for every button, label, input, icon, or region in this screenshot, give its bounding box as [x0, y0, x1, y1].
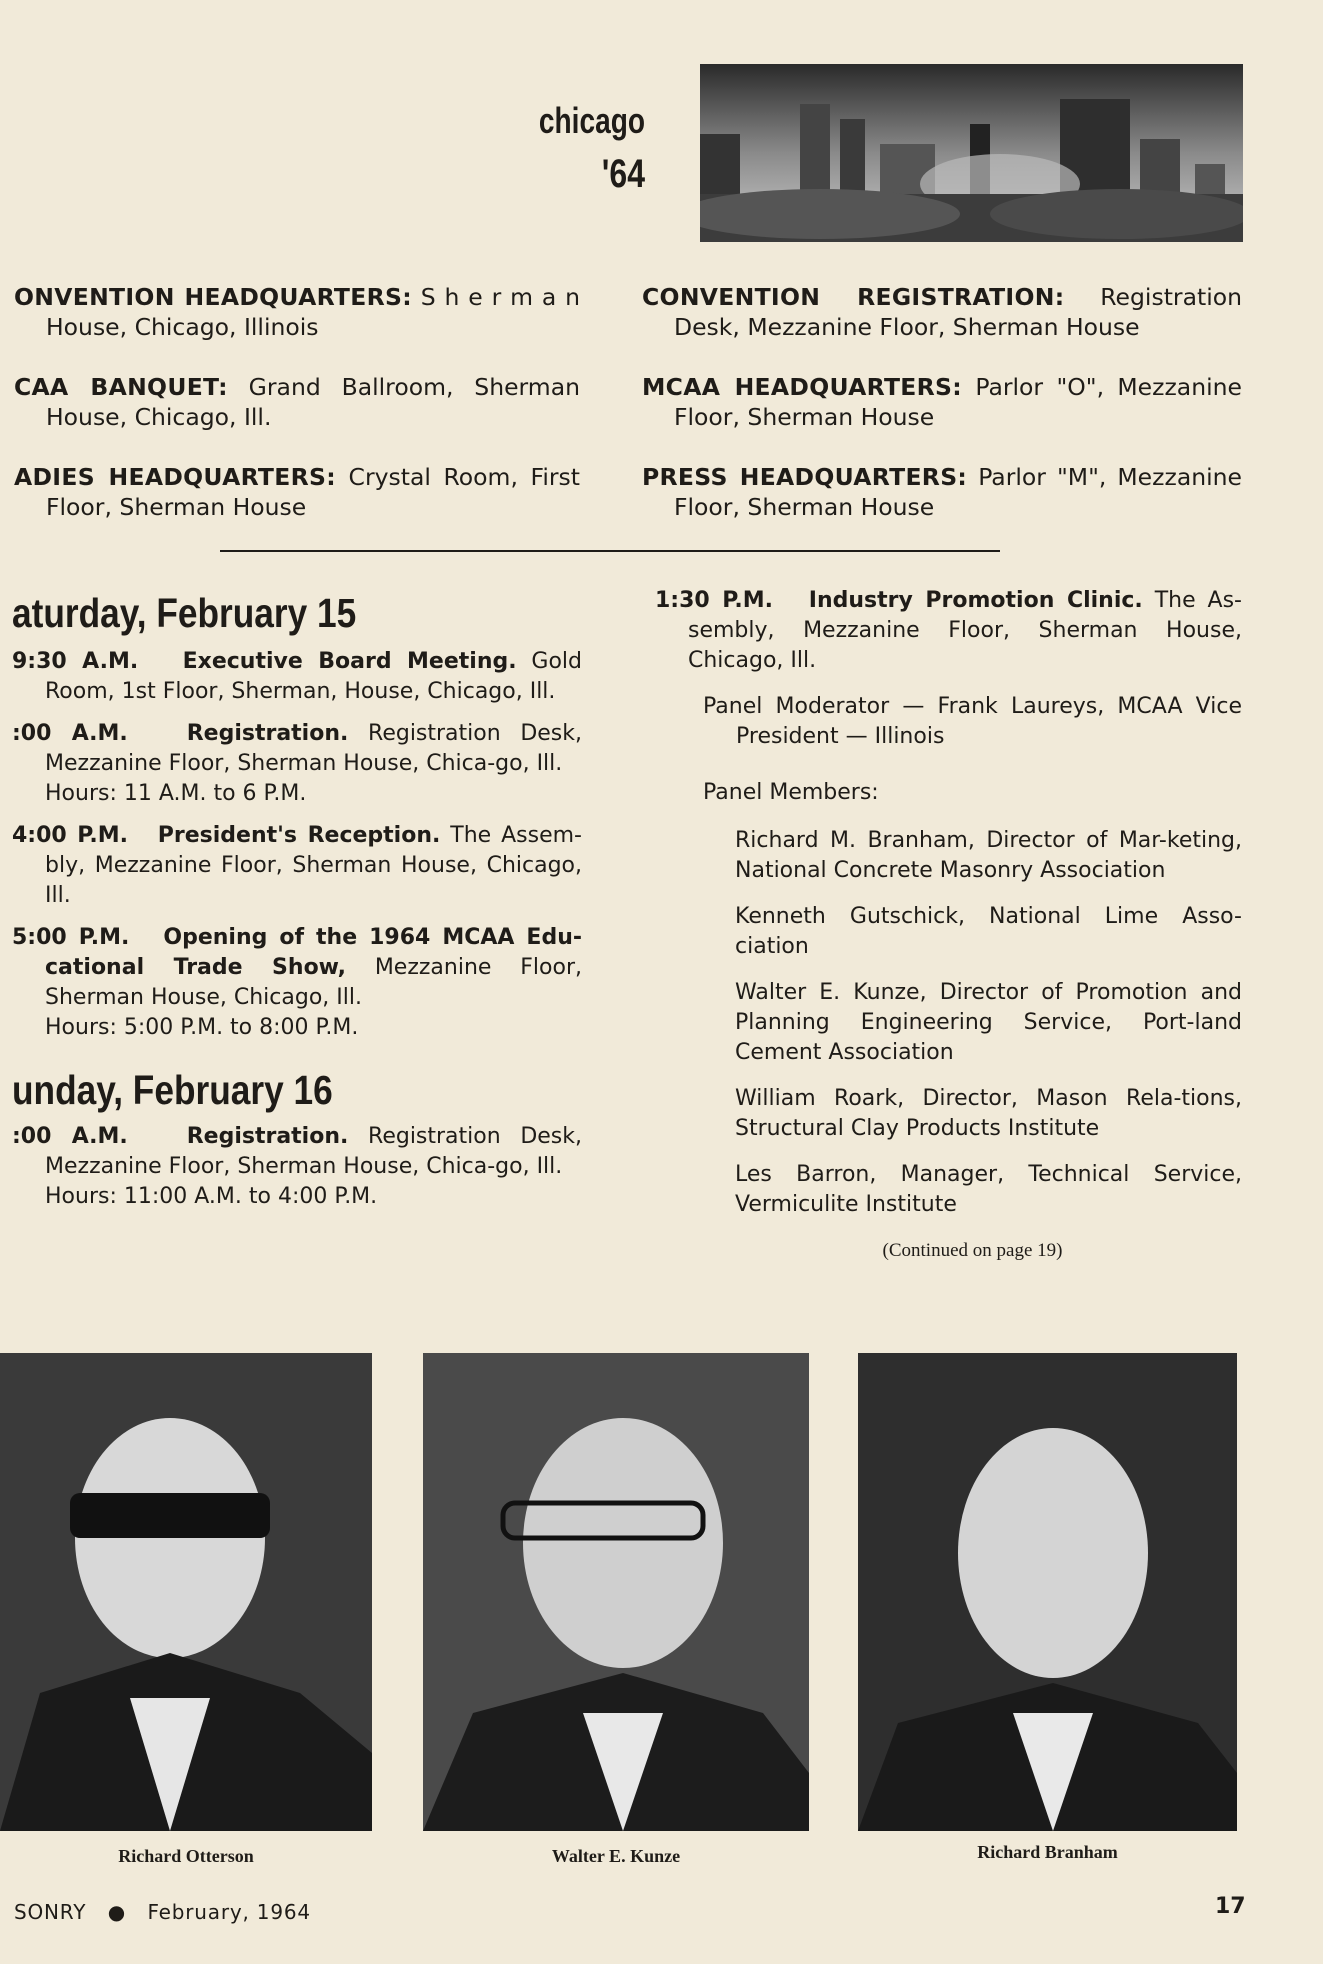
- info-text: Parlor "M", Mezzanine Floor, Sherman House: [674, 463, 1242, 521]
- info-text: S h e r m a n House, Chicago, Illinois: [46, 283, 580, 341]
- info-head: CONVENTION REGISTRATION:: [642, 283, 1065, 311]
- panel-member: William Roark, Director, Mason Rela-tions, Structural Clay Products Institute: [735, 1086, 1242, 1141]
- entry-title: Industry Promotion Clinic.: [808, 588, 1143, 613]
- masthead-year: '64: [601, 152, 645, 196]
- info-ladies-headquarters: [14, 462, 580, 522]
- photo-caption: Walter E. Kunze: [551, 1846, 681, 1866]
- entry-time: 9:30 A.M.: [12, 649, 139, 674]
- footer-publication: [14, 1900, 311, 1924]
- entry-title: Registration.: [186, 721, 349, 746]
- entry-time: 5:00 P.M.: [12, 925, 130, 950]
- info-convention-registration: [642, 282, 1242, 342]
- masthead-city: chicago: [538, 100, 645, 141]
- schedule-entry: [12, 1122, 582, 1212]
- entry-hours: Hours: 5:00 P.M. to 8:00 P.M.: [45, 1015, 359, 1040]
- entry-hours: Hours: 11 A.M. to 6 P.M.: [45, 781, 307, 806]
- footer-magazine-name: SONRY: [14, 1900, 87, 1924]
- info-text: Parlor "O", Mezzanine Floor, Sherman House: [674, 373, 1242, 431]
- entry-title: Opening of the 1964 MCAA Edu-cational Trade Show,: [45, 925, 582, 980]
- schedule-entry: [12, 647, 582, 707]
- entry-text: The Assem-bly, Mezzanine Floor, Sherman House, Chicago, Ill.: [45, 823, 582, 908]
- panel-members-label: Panel Members:: [703, 780, 879, 805]
- panel-member: Richard M. Branham, Director of Mar-keting, National Concrete Masonry Association: [735, 828, 1242, 883]
- info-head: ADIES HEADQUARTERS:: [14, 463, 336, 491]
- entry-text: The As-sembly, Mezzanine Floor, Sherman House, Chicago, Ill.: [688, 588, 1242, 673]
- entry-title: Executive Board Meeting.: [182, 649, 517, 674]
- panel-members-list: [735, 826, 1242, 1220]
- entry-text: Gold Room, 1st Floor, Sherman, House, Chicago, Ill.: [45, 649, 582, 704]
- panel-member: Kenneth Gutschick, National Lime Asso-ciation: [735, 904, 1242, 959]
- panel-moderator: Panel Moderator — Frank Laureys, MCAA Vice President — Illinois: [703, 694, 1242, 749]
- portrait-photo: [0, 1353, 372, 1831]
- entry-time: :00 A.M.: [12, 1124, 128, 1149]
- entry-text: Registration Desk, Mezzanine Floor, Sherman House, Chica-go, Ill.: [45, 721, 582, 776]
- info-head: MCAA HEADQUARTERS:: [642, 373, 962, 401]
- portrait-photo: [858, 1353, 1237, 1831]
- panel-member: Walter E. Kunze, Director of Promotion and Planning Engineering Service, Port-land Cement Association: [735, 980, 1242, 1065]
- schedule-entry: [12, 923, 582, 1043]
- entry-time: :00 A.M.: [12, 721, 128, 746]
- footer-date: February, 1964: [147, 1900, 311, 1924]
- portrait-photo: [423, 1353, 809, 1831]
- info-text: Registration Desk, Mezzanine Floor, Sherman House: [674, 283, 1242, 341]
- entry-hours: Hours: 11:00 A.M. to 4:00 P.M.: [45, 1184, 378, 1209]
- schedule-right-column: [655, 586, 1242, 1262]
- info-banquet: [14, 372, 580, 432]
- schedule-entry: [12, 821, 582, 911]
- info-head: ONVENTION HEADQUARTERS:: [14, 283, 412, 311]
- info-head: CAA BANQUET:: [14, 373, 228, 401]
- entry-text: Mezzanine Floor, Sherman House, Chicago, Ill.: [45, 955, 582, 1010]
- entry-title: President's Reception.: [157, 823, 441, 848]
- continued-note: (Continued on page 19): [882, 1240, 1063, 1261]
- info-mcaa-headquarters: [642, 372, 1242, 432]
- bullet-icon: ●: [107, 1900, 126, 1924]
- page-number: 17: [1215, 1894, 1246, 1919]
- info-convention-headquarters: [14, 282, 580, 342]
- info-left-column: [14, 282, 580, 522]
- panel-member: Les Barron, Manager, Technical Service, Vermiculite Institute: [735, 1162, 1242, 1217]
- section-divider: [220, 550, 1000, 552]
- entry-time: 4:00 P.M.: [12, 823, 129, 848]
- saturday-heading: aturday, February 15: [12, 590, 357, 636]
- entry-time: 1:30 P.M.: [655, 588, 773, 613]
- sunday-heading: unday, February 16: [12, 1067, 333, 1113]
- info-right-column: [642, 282, 1242, 522]
- info-text: Crystal Room, First Floor, Sherman House: [46, 463, 580, 521]
- photo-caption: Richard Branham: [977, 1842, 1118, 1862]
- info-text: Grand Ballroom, Sherman House, Chicago, Ill.: [46, 373, 580, 431]
- info-head: PRESS HEADQUARTERS:: [642, 463, 968, 491]
- entry-text: Registration Desk, Mezzanine Floor, Sherman House, Chica-go, Ill.: [45, 1124, 582, 1179]
- clinic-entry: [655, 586, 1242, 676]
- schedule-entry: [12, 719, 582, 809]
- entry-title: Registration.: [186, 1124, 349, 1149]
- photo-caption: Richard Otterson: [118, 1846, 254, 1866]
- info-press-headquarters: [642, 462, 1242, 522]
- schedule-left-column: [12, 590, 582, 1212]
- chicago-skyline-photo: [700, 64, 1243, 242]
